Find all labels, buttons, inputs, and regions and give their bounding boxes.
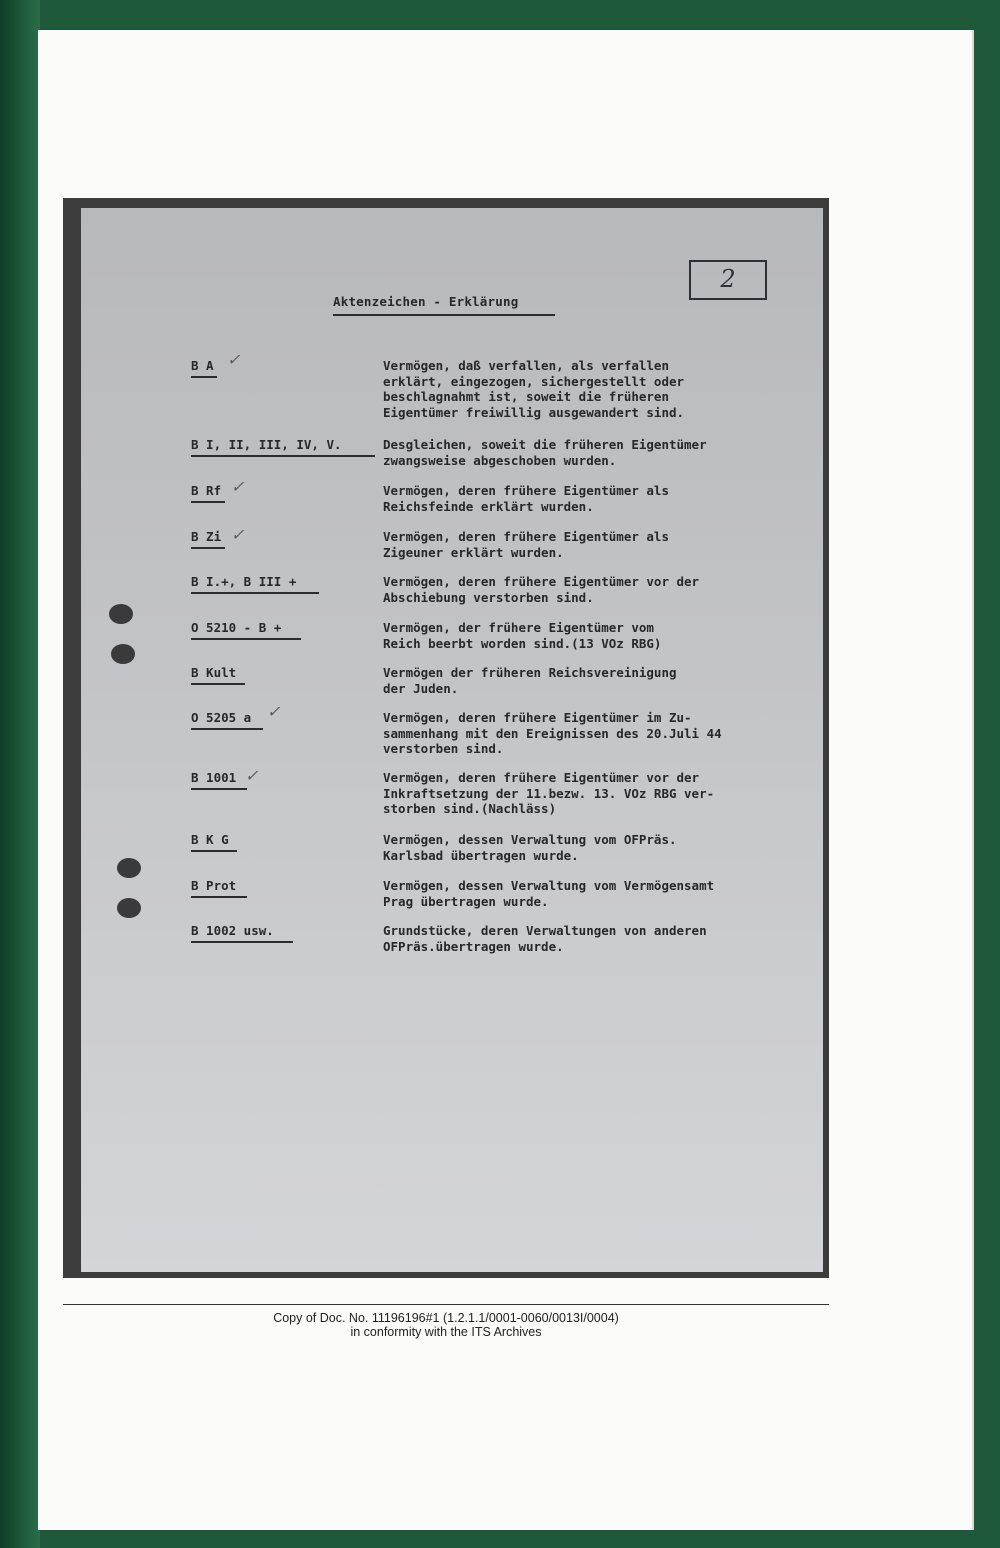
footer-copy-line: Copy of Doc. No. 11196196#1 (1.2.1.1/0001-0060/0013I/0004) <box>273 1311 619 1325</box>
entry-code: B K G <box>191 832 229 847</box>
entry-description: Vermögen, daß verfallen, als verfallen erklärt, eingezogen, sichergestellt oder beschlagnahmt ist, soweit die früheren Eigentümer freiwillig ausgewandert sind. <box>383 358 685 420</box>
document-title: Aktenzeichen - Erklärung <box>333 294 519 309</box>
entry-description: Vermögen, deren frühere Eigentümer vor der Inkraftsetzung der 11.bezw. 13. VOz RBG ver- storben sind.(Nachläss) <box>383 770 715 816</box>
code-underline <box>191 638 301 640</box>
archive-page <box>38 30 972 1530</box>
entry-code: B I.+, B III + <box>191 574 297 589</box>
entry-description: Vermögen, deren frühere Eigentümer vor der Abschiebung verstorben sind. <box>383 574 700 605</box>
check-mark-icon: ✓ <box>231 477 245 496</box>
check-mark-icon: ✓ <box>267 702 281 721</box>
code-underline <box>191 728 263 730</box>
code-underline <box>191 501 225 503</box>
page-number-stamp: 2 <box>689 260 767 300</box>
entry-description: Desgleichen, soweit die früheren Eigentümer zwangsweise abgeschoben wurden. <box>383 437 707 468</box>
entry-description: Grundstücke, deren Verwaltungen von anderen OFPräs.übertragen wurde. <box>383 923 707 954</box>
code-underline <box>191 683 245 685</box>
entry-description: Vermögen, der frühere Eigentümer vom Reich beerbt worden sind.(13 VOz RBG) <box>383 620 662 651</box>
entry-description: Vermögen, deren frühere Eigentümer als Zigeuner erklärt wurden. <box>383 529 669 560</box>
footer-conformity-line: in conformity with the ITS Archives <box>350 1325 542 1339</box>
entry-code: B Prot <box>191 878 237 893</box>
scanned-document <box>81 208 823 1272</box>
code-underline <box>191 896 247 898</box>
punch-hole <box>111 644 135 664</box>
entry-description: Vermögen, dessen Verwaltung vom OFPräs. Karlsbad übertragen wurde. <box>383 832 677 863</box>
code-underline <box>191 788 247 790</box>
entry-code: B I, II, III, IV, V. <box>191 437 342 452</box>
binder-spine <box>0 0 40 1548</box>
entry-code: B 1002 usw. <box>191 923 274 938</box>
entry-code: B Zi <box>191 529 222 544</box>
code-underline <box>191 376 217 378</box>
code-underline <box>191 455 375 457</box>
scanned-document-frame <box>63 198 829 1278</box>
archive-footer <box>63 1311 829 1339</box>
code-underline <box>191 850 237 852</box>
check-mark-icon: ✓ <box>245 766 259 785</box>
code-underline <box>191 547 225 549</box>
code-underline <box>191 941 293 943</box>
entry-code: O 5205 a <box>191 710 252 725</box>
punch-hole <box>117 858 141 878</box>
entry-code: B A <box>191 358 214 373</box>
entry-code: O 5210 - B + <box>191 620 282 635</box>
code-underline <box>191 592 319 594</box>
entry-code: B 1001 <box>191 770 237 785</box>
punch-hole <box>117 898 141 918</box>
entry-code: B Rf <box>191 483 222 498</box>
entry-description: Vermögen, deren frühere Eigentümer als Reichsfeinde erklärt wurden. <box>383 483 669 514</box>
check-mark-icon: ✓ <box>227 350 241 369</box>
entry-description: Vermögen, dessen Verwaltung vom Vermögensamt Prag übertragen wurde. <box>383 878 715 909</box>
entry-description: Vermögen, deren frühere Eigentümer im Zu- sammenhang mit den Ereignissen des 20.Juli 44 verstorben sind. <box>383 710 722 756</box>
footer-divider <box>63 1304 829 1305</box>
entry-description: Vermögen der früheren Reichsvereinigung der Juden. <box>383 665 677 696</box>
check-mark-icon: ✓ <box>231 525 245 544</box>
title-underline <box>333 314 555 316</box>
entry-code: B Kult <box>191 665 237 680</box>
punch-hole <box>109 604 133 624</box>
